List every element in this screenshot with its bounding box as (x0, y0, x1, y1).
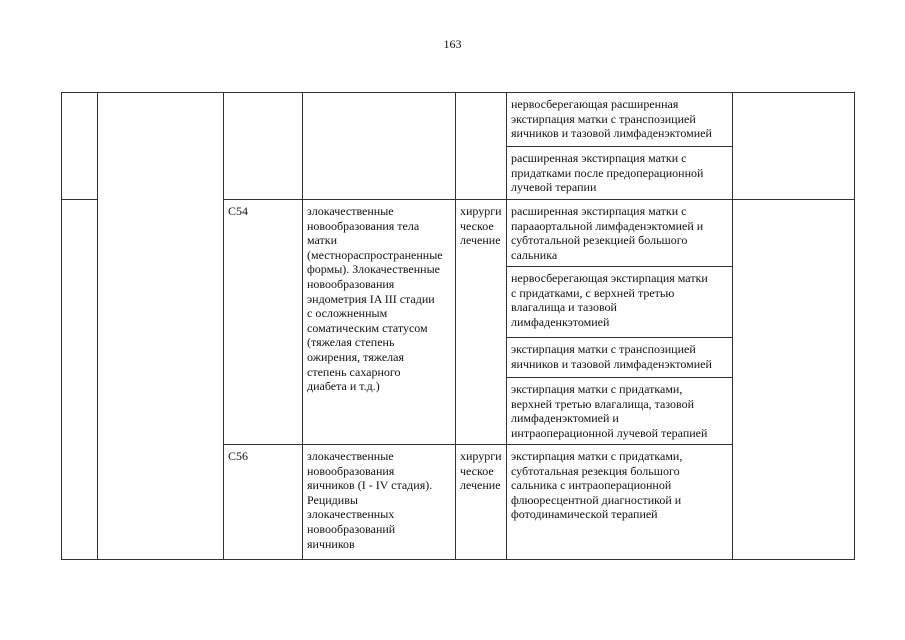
treatment-methods-table (61, 92, 855, 560)
cell-treatment-type (456, 93, 507, 200)
cell-cost (733, 200, 855, 560)
cell-code: C54 (224, 200, 303, 445)
cell-method: расширенная экстирпация матки с парааортальной лимфаденэктомией и субтотальной резекцией большого сальника (507, 200, 733, 267)
cell-code (224, 93, 303, 200)
cell-treatment-type: хирурги ческое лечение (456, 200, 507, 445)
cell-method: расширенная экстирпация матки с придатками после предоперационной лучевой терапии (507, 147, 733, 200)
cell-group-name (98, 93, 224, 560)
cell-diagnosis (303, 93, 456, 200)
page-number: 163 (443, 37, 462, 51)
cell-number (62, 200, 98, 560)
cell-cost (733, 93, 855, 200)
cell-code: C56 (224, 445, 303, 560)
cell-method: нервосберегающая расширенная экстирпация матки с транспозицией яичников и тазовой лимфаденэктомией (507, 93, 733, 147)
cell-method: нервосберегающая экстирпация матки с придатками, с верхней третью влагалища и тазовой лимфаденкэтомией (507, 267, 733, 338)
cell-method: экстирпация матки с придатками, верхней третью влагалища, тазовой лимфаденэктомией и интраоперационной лучевой терапией (507, 378, 733, 445)
cell-diagnosis: злокачественные новообразования яичников (I - IV стадия). Рецидивы злокачественных новообразований яичников (303, 445, 456, 560)
cell-treatment-type: хирурги ческое лечение (456, 445, 507, 560)
cell-diagnosis: злокачественные новообразования тела матки (местнораспространенные формы). Злокачественные новообразования эндометрия IA III стадии с осложненным соматическим статусом (тяжелая степень ожирения, тяжелая степень сахарного диабета и т.д.) (303, 200, 456, 445)
cell-number (62, 93, 98, 200)
cell-method: экстирпация матки с транспозицией яичников и тазовой лимфаденэктомией (507, 338, 733, 378)
cell-method: экстирпация матки с придатками, субтотальная резекция большого сальника с интраоперационной флюоресцентной диагностикой и фотодинамической терапией (507, 445, 733, 560)
table-row (62, 93, 855, 147)
